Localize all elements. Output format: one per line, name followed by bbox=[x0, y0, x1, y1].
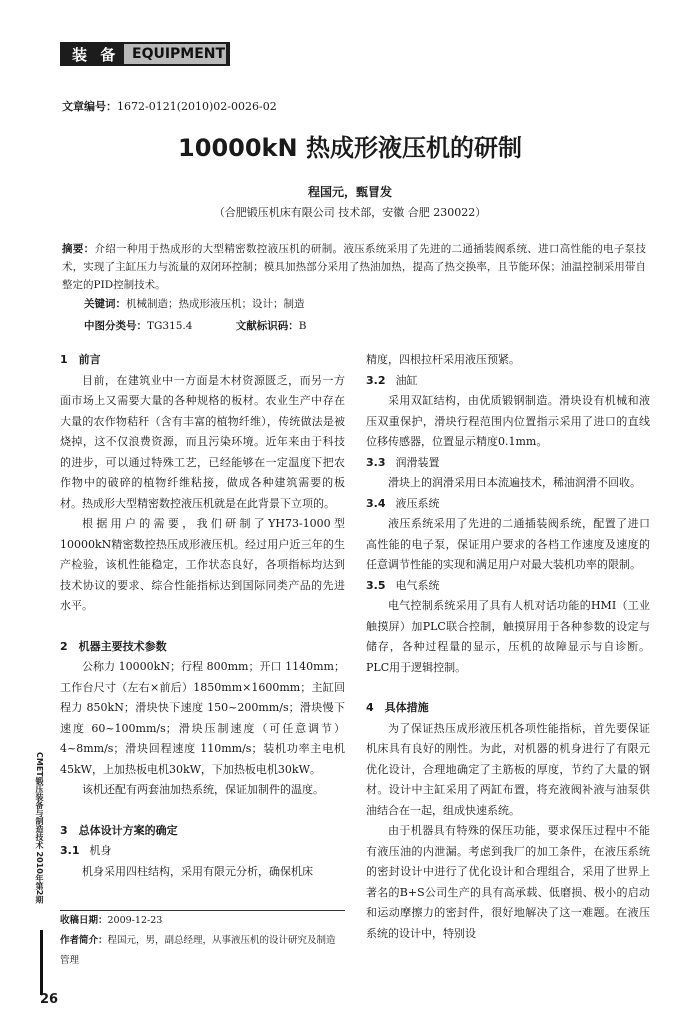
section-heading-2: 2 机器主要技术参数 bbox=[60, 639, 167, 653]
subsection-title: 机身 bbox=[89, 844, 112, 857]
journal-sidebar-text: CMET锻压装备与制造技术 2010年第2期 bbox=[35, 752, 44, 904]
section-label-cn: 装 备 bbox=[72, 46, 120, 64]
right-column bbox=[366, 350, 650, 944]
received-date-label: 收稿日期： bbox=[60, 915, 108, 926]
subsection-number: 3.4 bbox=[366, 496, 386, 510]
article-number bbox=[62, 98, 277, 114]
affiliation: （合肥锻压机床有限公司 技术部，安徽 合肥 230022） bbox=[213, 206, 487, 219]
authors: 程国元，甄冒发 bbox=[307, 185, 392, 199]
paragraph: 根据用户的需要，我们研制了YH73-1000型10000kN精密数控热压成形液压机。经过用户近三年的生产检验，该机性能稳定，工作状态良好，各项指标均达到技术协议的要求、综合性能指标达到国际同类产品的先进水平。 bbox=[60, 517, 345, 612]
paragraph: 滑块上的润滑采用日本流遍技术，稀油润滑不回收。 bbox=[388, 476, 641, 489]
subsection-heading-3-2 bbox=[366, 371, 650, 392]
keywords-text: 机械制造；热成形液压机；设计；制造 bbox=[126, 298, 305, 310]
author-bio-label: 作者简介： bbox=[60, 935, 108, 946]
paragraph: 机身采用四柱结构，采用有限元分析，确保机床 bbox=[82, 864, 313, 878]
paragraph: 该机还配有两套油加热系统，保证加制件的温度。 bbox=[82, 783, 324, 796]
subsection-heading-3-4 bbox=[366, 494, 650, 515]
received-date bbox=[60, 911, 345, 931]
paper-title: 10000kN 热成形液压机的研制 bbox=[178, 134, 522, 162]
author-bio-value: 程国元，男，副总经理，从事液压机的设计研究及制造管理 bbox=[60, 935, 336, 966]
page-number: 26 bbox=[40, 992, 59, 1007]
classification-value: TG315.4 bbox=[147, 320, 193, 332]
left-column bbox=[60, 350, 345, 882]
doc-code-label: 文献标识码： bbox=[235, 320, 299, 332]
article-number-value: 1672-0121(2010)02-0026-02 bbox=[117, 100, 277, 113]
subsection-number: 3.3 bbox=[366, 455, 386, 469]
footnote bbox=[60, 910, 345, 971]
paragraph: 电气控制系统采用了具有人机对话功能的HMI（工业触摸屏）加PLC联合控制，触摸屏用于各种参数的设定与储存，各种过程量的显示，压机的故障显示与自诊断。PLC用于逻辑控制。 bbox=[366, 599, 650, 674]
subsection-heading-3-1 bbox=[60, 841, 345, 862]
section-label-en: EQUIPMENT bbox=[124, 44, 226, 64]
subsection-title: 液压系统 bbox=[395, 496, 440, 510]
paragraph: 为了保证热压成形液压机各项性能指标，首先要保证机床具有良好的刚性。为此，对机器的机身进行了有限元优化设计，合理地确定了主筋板的厚度，节约了大量的钢材。设计中主缸采用了两缸布置，将充液阀补液与油泵供油结合在一起，组成快速系统。 bbox=[366, 721, 650, 817]
subsection-heading-3-3 bbox=[366, 453, 650, 474]
abstract-text: 介绍一种用于热成形的大型精密数控液压机的研制。液压系统采用了先进的二通插装阀系统、进口高性能的电子泵技术，实现了主缸压力与流量的双闭环控制；模具加热部分采用了热油加热，提高了热交换率，且节能环保；油温控制采用带自整定的PID控制技术。 bbox=[62, 243, 647, 291]
subsection-title: 电气系统 bbox=[395, 578, 440, 592]
received-date-value: 2009-12-23 bbox=[107, 915, 163, 926]
subsection-title: 油缸 bbox=[395, 373, 418, 387]
section-heading-1: 1 前言 bbox=[60, 353, 101, 366]
paragraph-continued: 精度，四根拉杆采用液压预紧。 bbox=[366, 353, 520, 366]
abstract-label: 摘要： bbox=[62, 243, 95, 255]
keywords bbox=[84, 296, 305, 311]
sidebar-rule bbox=[40, 930, 43, 995]
paragraph: 由于机器具有特殊的保压功能，要求保压过程中不能有液压油的内泄漏。考虑到我厂的加工条件，在液压系统的密封设计中进行了优化设计和合理组合，采用了世界上著名的B+S公司生产的具有高承载、低磨损、极小的启动和运动摩擦力的密封件，很好地解决了这一难题。在液压系统的设计中，特别设 bbox=[366, 824, 650, 940]
paragraph: 采用双缸结构，由优质锻钢制造。滑块设有机械和液压双重保护，滑块行程范围内位置指示采用了进口的直线位移传感器，位置显示精度0.1mm。 bbox=[366, 394, 650, 448]
subsection-number: 3.5 bbox=[366, 578, 386, 592]
paragraph: 公称力 10000kN；行程 800mm；开口 1140mm；工作台尺寸（左右×前后）1850mm×1600mm；主缸回程力 850kN；滑块快下速度 150~200mm/s；滑块慢下速度 60~100mm/s；滑块压制速度（可任意调节）4~8mm/s；滑块回程速度 110mm/s；装机功率主电机45kW，上加热板电机30kW，下加热板电机30kW。 bbox=[60, 660, 345, 776]
subsection-number: 3.1 bbox=[60, 844, 80, 857]
doc-code-value: B bbox=[298, 320, 307, 332]
subsection-heading-3-5 bbox=[366, 576, 650, 597]
classification-label: 中图分类号： bbox=[84, 320, 147, 332]
section-banner bbox=[60, 42, 230, 66]
section-heading-4: 4 具体措施 bbox=[366, 701, 429, 714]
paragraph: 目前，在建筑业中一方面是木材资源匮乏，而另一方面市场上又需要大量的各种规格的板材。农业生产中存在大量的农作物秸秆（含有丰富的植物纤维），传统做法是被烧掉，这不仅浪费资源，而且污染环境。近年来由于科技的进步，可以通过特殊工艺，已经能够在一定温度下把农作物中的破碎的植物纤维粘接，做成各种建筑需要的板材。热成形大型精密数控液压机就是在此背景下立项的。 bbox=[60, 373, 345, 510]
subsection-number: 3.2 bbox=[366, 373, 386, 387]
subsection-title: 润滑装置 bbox=[395, 455, 440, 469]
keywords-label: 关键词： bbox=[84, 298, 126, 310]
section-heading-3: 3 总体设计方案的确定 bbox=[60, 823, 178, 837]
abstract bbox=[62, 240, 646, 294]
author-bio bbox=[60, 931, 345, 971]
paragraph: 液压系统采用了先进的二通插装阀系统，配置了进口高性能的电子泵，保证用户要求的各档工作速度及速度的任意调节性能的实现和满足用户对最大装机功率的限制。 bbox=[366, 517, 650, 571]
article-number-label: 文章编号： bbox=[62, 100, 117, 113]
classification bbox=[84, 318, 307, 333]
